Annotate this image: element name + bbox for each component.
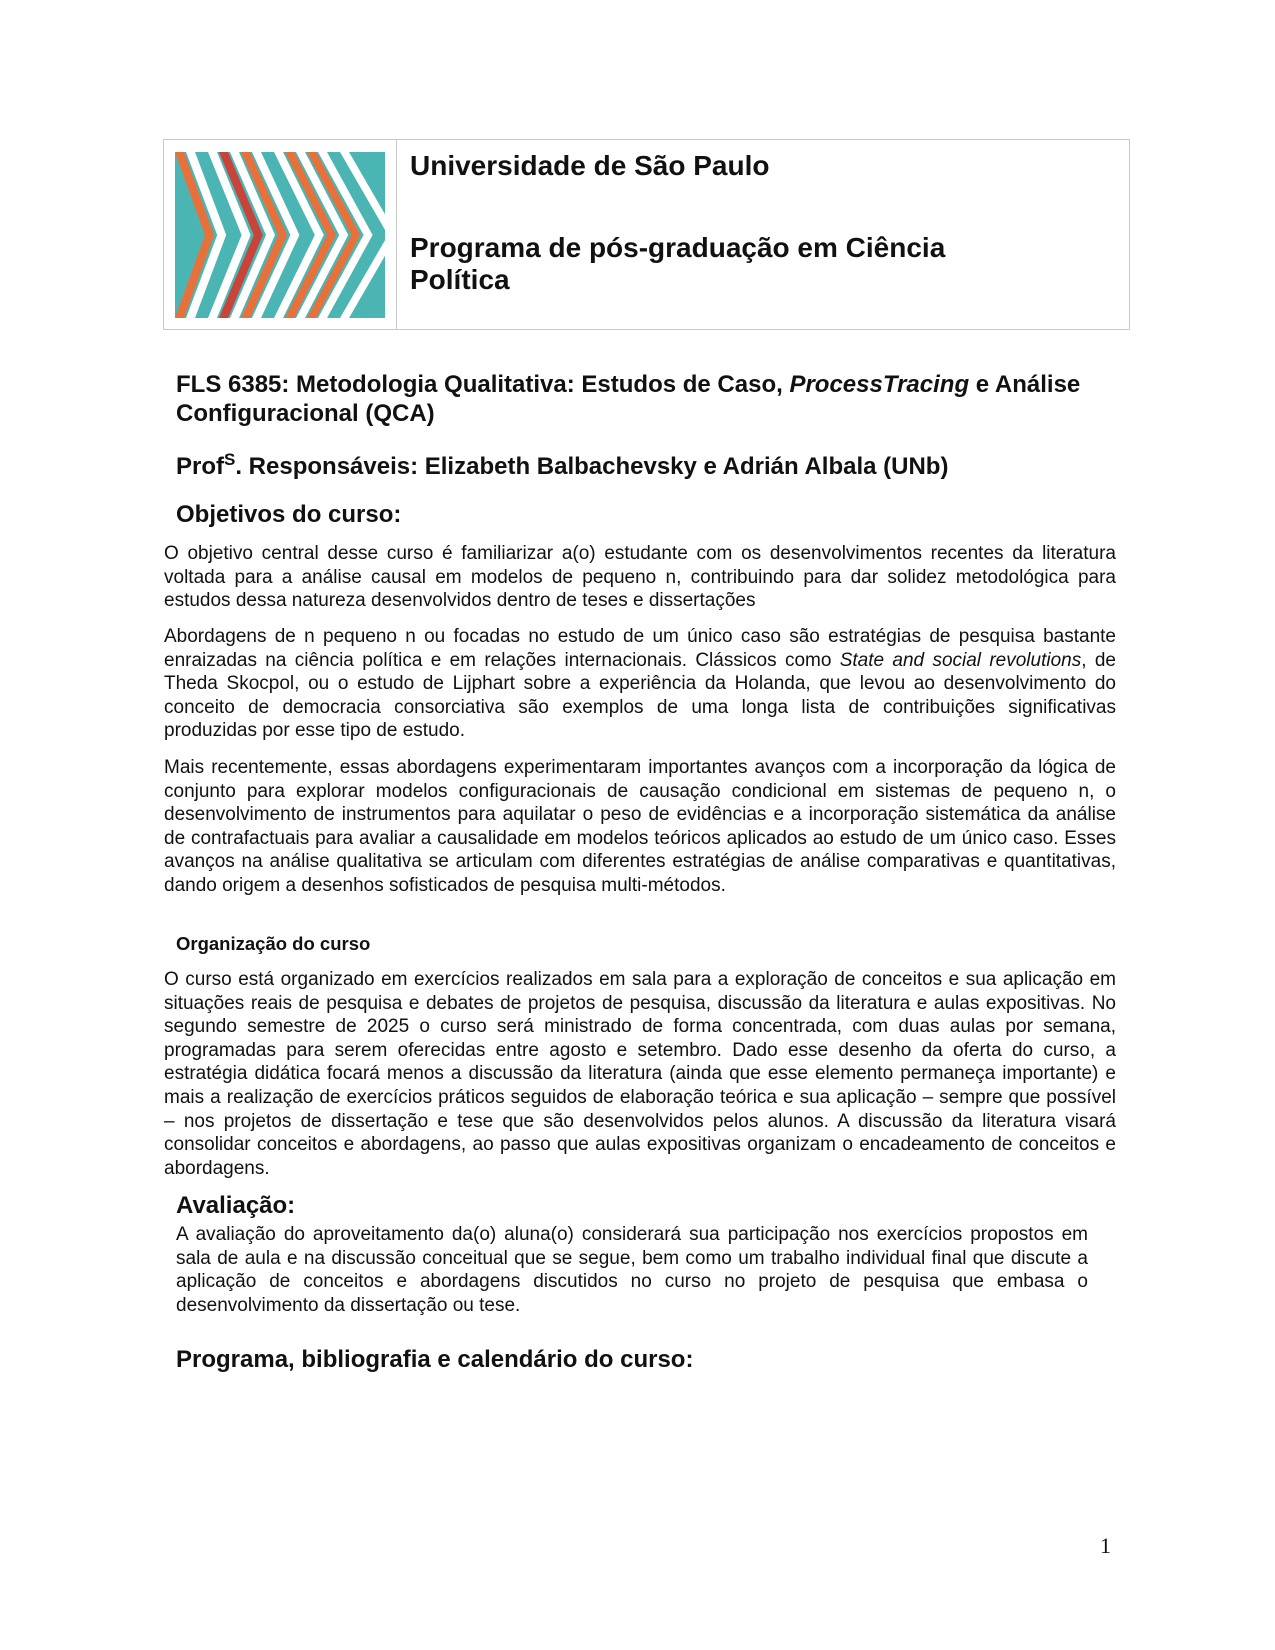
program-title-line1: Programa de pós-graduação em Ciência <box>410 232 946 263</box>
p2-book-title: State and social revolutions <box>839 649 1082 671</box>
header-box <box>163 139 1130 330</box>
course-title-italic: ProcessTracing <box>789 371 970 398</box>
page-number: 1 <box>1100 1533 1111 1558</box>
profs-prefix: Prof <box>176 453 224 480</box>
program-title <box>410 232 1010 296</box>
avaliacao-paragraph: A avaliação do aproveitamento da(o) aluna(o) considerará sua participação nos exercícios propostos em sala de aula e na discussão conceitual que se segue, bem como um trabalho individual final que discute a aplicação de conceitos e abordagens discutidos no curso no projeto de pesquisa que embasa o desenvolvimento da dissertação ou tese. <box>176 1224 1088 1316</box>
programa-heading: Programa, bibliografia e calendário do curso: <box>176 1346 694 1373</box>
objetivos-paragraph-3: Mais recentemente, essas abordagens experimentaram importantes avanços com a incorporação da lógica de conjunto para explorar modelos configuracionais de causação condicional em sistemas de pequeno n, o desenvolvimento de instrumentos para aquilatar o peso de evidências e a incorporação sistemática da análise de contrafactuais para avaliar a causalidade em modelos teóricos aplicados ao estudo de um único caso. Esses avanços na análise qualitativa se articulam com diferentes estratégias de análise comparativas e quantitativas, dando origem a desenhos sofisticados de pesquisa multi-métodos. <box>164 757 1116 896</box>
university-title: Universidade de São Paulo <box>410 150 770 181</box>
avaliacao-heading: Avaliação: <box>176 1192 296 1219</box>
p2-text-b: , de Theda Skocpol, ou o estudo de Lijphart sobre a experiência da Holanda, que levou ao desenvolvimento do conceito de democracia consorciativa são exemplos de uma longa lista de contribuições significativas produzidas por esse tipo de estudo. <box>164 649 1116 742</box>
objetivos-heading: Objetivos do curso: <box>176 501 402 528</box>
course-title-rest: e Análise Configuracional (QCA) <box>176 371 1081 427</box>
profs-superscript: S <box>224 450 236 469</box>
chevron-logo-icon <box>175 152 385 318</box>
course-title-main: FLS 6385: Metodologia Qualitativa: Estudos de Caso, <box>176 371 790 398</box>
organizacao-heading: Organização do curso <box>176 933 371 954</box>
profs-names: . Responsáveis: Elizabeth Balbachevsky e Adrián Albala (UNb) <box>235 453 949 480</box>
p2-text-a: Abordagens de n pequeno n ou focadas no estudo de um único caso são estratégias de pesquisa bastante enraizadas na ciência política e em relações internacionais. Clássicos como <box>164 626 1116 671</box>
objetivos-paragraph-2 <box>164 625 1116 743</box>
professors-line <box>176 450 1116 481</box>
organizacao-paragraph: O curso está organizado em exercícios realizados em sala para a exploração de conceitos e sua aplicação em situações reais de pesquisa e debates de projetos de pesquisa, discussão da literatura e aulas expositivas. No segundo semestre de 2025 o curso será ministrado de forma concentrada, com duas aulas por semana, programadas para serem oferecidas entre agosto e setembro. Dado esse desenho da oferta do curso, a estratégia didática focará menos a discussão da literatura (ainda que esse elemento permaneça importante) e mais a realização de exercícios práticos seguidos de elaboração teórica e sua aplicação – sempre que possível – nos projetos de dissertação e tese que são desenvolvidos pelos alunos. A discussão da literatura visará consolidar conceitos e abordagens, ao passo que aulas expositivas organizam o encadeamento de conceitos e abordagens. <box>164 969 1116 1179</box>
program-title-line2: Política <box>410 264 510 295</box>
course-title <box>176 370 1116 428</box>
usp-logo <box>164 140 397 329</box>
objetivos-paragraph-1: O objetivo central desse curso é familiarizar a(o) estudante com os desenvolvimentos recentes da literatura voltada para a análise causal em modelos de pequeno n, contribuindo para dar solidez metodológica para estudos dessa natureza desenvolvidos dentro de teses e dissertações <box>164 543 1116 612</box>
